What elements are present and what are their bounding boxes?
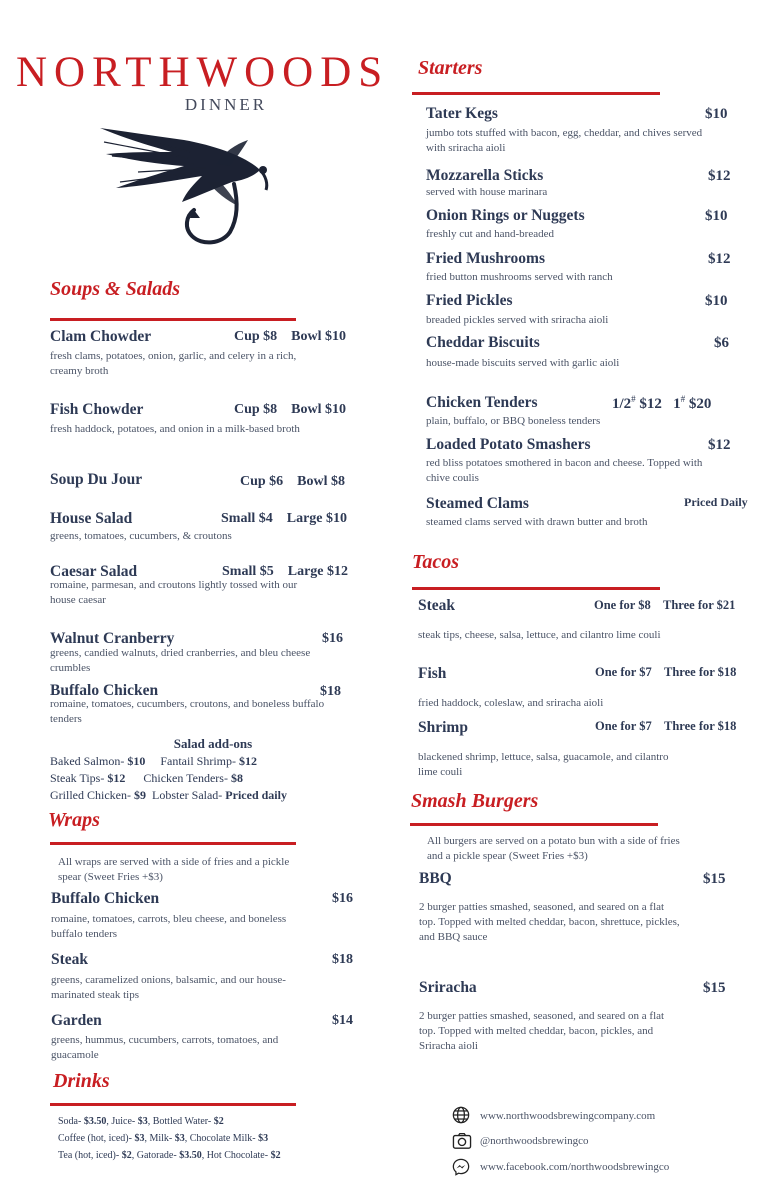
item-name: House Salad: [50, 510, 133, 527]
item-name: Walnut Cranberry: [50, 630, 175, 647]
item-name: Fish: [418, 665, 447, 682]
item-description: greens, candied walnuts, dried cranberries, and bleu cheese crumbles: [50, 647, 311, 674]
addons-line: Grilled Chicken- $9 Lobster Salad- Priced daily: [50, 788, 287, 802]
item-description: jumbo tots stuffed with bacon, egg, cheddar, and chives served with sriracha aioli: [426, 127, 703, 154]
item-name: Buffalo Chicken: [50, 682, 159, 699]
item-price: $18: [332, 952, 353, 967]
section-divider: [410, 823, 658, 826]
menu-subtitle: DINNER: [184, 95, 268, 114]
item-description: breaded pickles served with sriracha aioli: [426, 314, 609, 326]
item-name: Steak: [418, 597, 456, 614]
item-description: greens, caramelized onions, balsamic, and our house-marinated steak tips: [51, 974, 286, 1001]
item-description: fried haddock, coleslaw, and sriracha aioli: [418, 697, 604, 709]
item-price: $10: [705, 293, 728, 309]
item-description: plain, buffalo, or BBQ boneless tenders: [426, 415, 601, 427]
item-name: Garden: [51, 1012, 102, 1029]
section-divider: [412, 587, 660, 590]
section-divider: [50, 1103, 296, 1106]
item-name: Cheddar Biscuits: [426, 334, 540, 351]
item-price: Cup $8 Bowl $10: [234, 329, 347, 344]
item-description: 2 burger patties smashed, seasoned, and seared on a flat top. Topped with melted cheddar, bacon, shrettuce, pickles, and BBQ sauce: [419, 901, 680, 943]
section-title-drinks: Drinks: [53, 1070, 110, 1092]
item-price: 1/2# $12 1# $20: [612, 394, 712, 412]
section-note: All burgers are served on a potato bun with a side of fries and a pickle spear (Sweet Fries +$3): [427, 835, 680, 862]
section-title-soups-salads: Soups & Salads: [50, 278, 181, 300]
item-name: Tater Kegs: [426, 105, 498, 122]
item-price: $14: [332, 1013, 353, 1028]
facebook-link[interactable]: www.facebook.com/northwoodsbrewingco: [480, 1161, 670, 1173]
drinks-line: Coffee (hot, iced)- $3, Milk- $3, Chocolate Milk- $3: [58, 1133, 269, 1144]
item-price: $12: [708, 251, 731, 267]
item-description: fresh clams, potatoes, onion, garlic, and celery in a rich, creamy broth: [50, 350, 297, 377]
item-description: red bliss potatoes smothered in bacon and cheese. Topped with chive coulis: [426, 457, 703, 484]
globe-icon: [452, 1106, 470, 1124]
item-name: Caesar Salad: [50, 563, 138, 580]
item-name: Shrimp: [418, 719, 468, 736]
item-name: Onion Rings or Nuggets: [426, 207, 585, 224]
item-name: Clam Chowder: [50, 328, 152, 345]
item-description: steamed clams served with drawn butter and broth: [426, 516, 648, 528]
item-description: 2 burger patties smashed, seasoned, and seared on a flat top. Topped with melted cheddar, bacon, pickles, and Sriracha aioli: [419, 1010, 665, 1052]
item-name: Soup Du Jour: [50, 471, 143, 488]
section-note: All wraps are served with a side of fries and a pickle spear (Sweet Fries +$3): [58, 856, 290, 883]
item-name: Steak: [51, 951, 89, 968]
item-description: greens, hummus, cucumbers, carrots, tomatoes, and guacamole: [51, 1034, 279, 1061]
item-price: Small $5 Large $12: [222, 564, 348, 579]
item-description: steak tips, cheese, salsa, lettuce, and cilantro lime couli: [418, 629, 661, 641]
section-divider: [412, 92, 660, 95]
item-price: Small $4 Large $10: [221, 511, 347, 526]
messenger-icon: [452, 1158, 470, 1176]
item-price: One for $7 Three for $18: [595, 719, 737, 733]
addons-line: Baked Salmon- $10 Fantail Shrimp- $12: [50, 754, 257, 768]
instagram-link[interactable]: @northwoodsbrewingco: [480, 1135, 589, 1147]
item-name: BBQ: [419, 870, 452, 887]
item-price: One for $7 Three for $18: [595, 665, 737, 679]
item-name: Fried Mushrooms: [426, 250, 545, 267]
item-price: $12: [708, 168, 731, 184]
item-name: Sriracha: [419, 979, 477, 996]
item-price: Cup $8 Bowl $10: [234, 402, 347, 417]
section-title-wraps: Wraps: [48, 809, 100, 831]
item-description: greens, tomatoes, cucumbers, & croutons: [50, 530, 232, 542]
item-description: house-made biscuits served with garlic aioli: [426, 357, 620, 369]
item-name: Steamed Clams: [426, 495, 529, 512]
item-description: fried button mushrooms served with ranch: [426, 271, 613, 283]
item-description: romaine, tomatoes, cucumbers, croutons, and boneless buffalo tenders: [50, 698, 325, 725]
item-price: $16: [322, 631, 343, 646]
item-description: romaine, parmesan, and croutons lightly tossed with our house caesar: [50, 579, 298, 606]
item-description: served with house marinara: [426, 186, 548, 198]
item-name: Fish Chowder: [50, 401, 144, 418]
item-description: romaine, tomatoes, carrots, bleu cheese, and boneless buffalo tenders: [51, 913, 287, 940]
item-price: Priced Daily: [684, 495, 748, 509]
addons-line: Steak Tips- $12 Chicken Tenders- $8: [50, 771, 243, 785]
item-price: $10: [705, 208, 728, 224]
item-name: Buffalo Chicken: [51, 890, 160, 907]
drinks-line: Tea (hot, iced)- $2, Gatorade- $3.50, Hot Chocolate- $2: [58, 1150, 281, 1161]
section-title-smash-burgers: Smash Burgers: [411, 790, 539, 812]
item-description: freshly cut and hand-breaded: [426, 228, 554, 240]
item-name: Mozzarella Sticks: [426, 167, 544, 184]
item-name: Chicken Tenders: [426, 394, 538, 411]
section-divider: [50, 842, 296, 845]
section-title-starters: Starters: [418, 57, 483, 79]
brand-title: NORTHWOODS: [16, 49, 390, 96]
item-price: $15: [703, 871, 726, 887]
item-description: fresh haddock, potatoes, and onion in a milk-based broth: [50, 423, 300, 435]
item-name: Fried Pickles: [426, 292, 513, 309]
camera-icon: [452, 1132, 472, 1150]
item-price: $6: [714, 335, 729, 351]
fishing-fly-icon: [98, 122, 273, 248]
item-price: $18: [320, 684, 341, 699]
item-price: $12: [708, 437, 731, 453]
drinks-line: Soda- $3.50, Juice- $3, Bottled Water- $2: [58, 1116, 224, 1127]
item-description: blackened shrimp, lettuce, salsa, guacamole, and cilantro lime couli: [418, 751, 669, 778]
item-price: Cup $6 Bowl $8: [240, 474, 346, 489]
item-price: One for $8 Three for $21: [594, 598, 736, 612]
addons-title: Salad add-ons: [173, 736, 253, 751]
item-price: $16: [332, 891, 353, 906]
section-divider: [50, 318, 296, 321]
item-price: $10: [705, 106, 728, 122]
item-price: $15: [703, 980, 726, 996]
section-title-tacos: Tacos: [412, 551, 460, 573]
item-name: Loaded Potato Smashers: [426, 436, 591, 453]
website-link[interactable]: www.northwoodsbrewingcompany.com: [480, 1110, 656, 1122]
